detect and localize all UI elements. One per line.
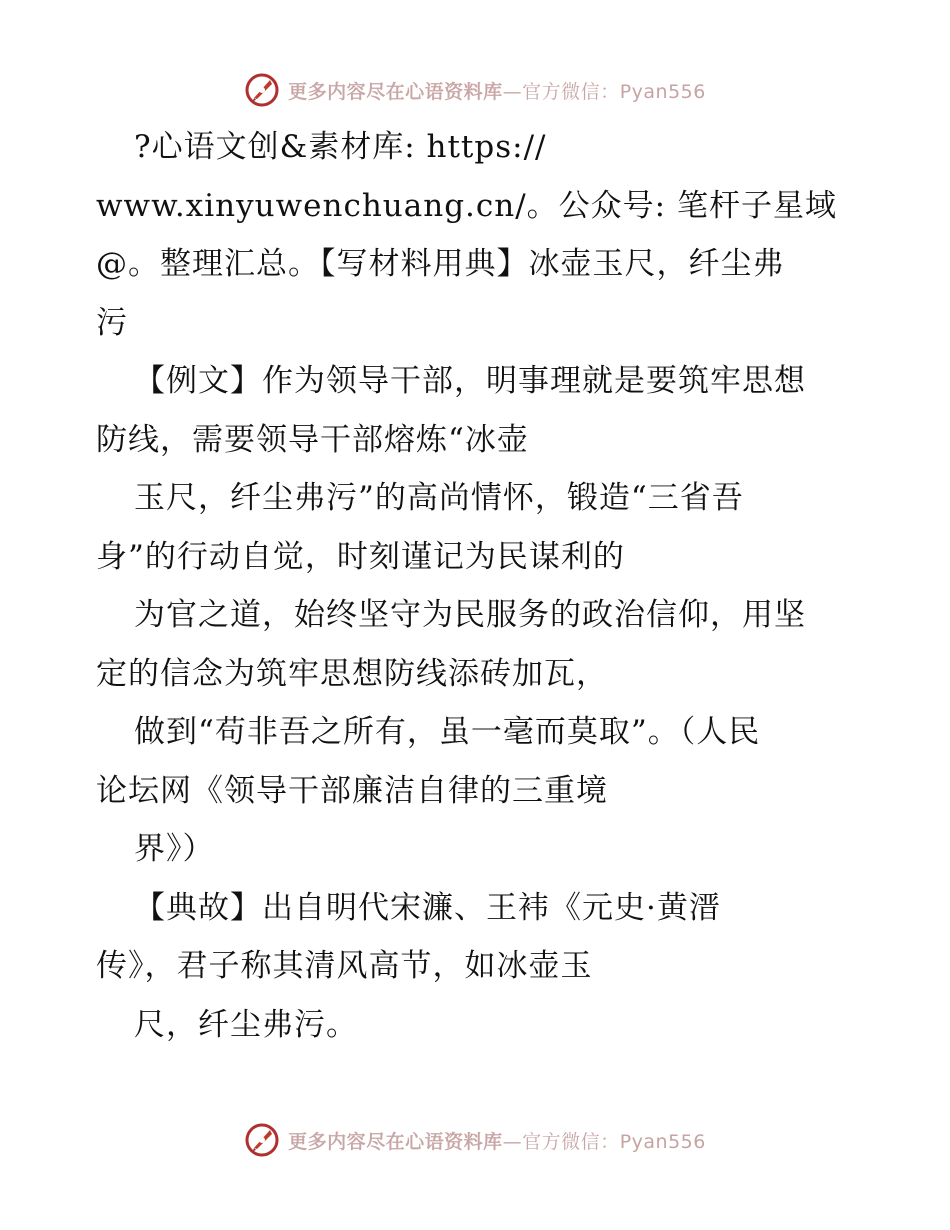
text-line: 身”的行动自觉，时刻谨记为民谋利的 xyxy=(96,538,625,575)
watermark-wechat-id: Pyan556 xyxy=(619,80,706,103)
watermark-separator: — xyxy=(502,80,523,103)
document-body xyxy=(96,118,866,1054)
quill-pen-logo-icon xyxy=(244,72,280,108)
watermark-sub-text: 官方微信： xyxy=(522,80,620,103)
text-line: 【典故】出自明代宋濂、王袆《元史·黄溍 xyxy=(134,889,721,926)
text-line: 界》） xyxy=(134,831,215,867)
watermark-sub-text: 官方微信： xyxy=(522,1130,620,1153)
watermark-separator: — xyxy=(502,1130,523,1153)
text-line: 尺，纤尘弗污。 xyxy=(134,1006,358,1043)
header-watermark-banner xyxy=(0,68,950,112)
text-line: 玉尺，纤尘弗污”的高尚情怀，锻造“三省吾 xyxy=(134,480,744,516)
text-line: 论坛网《领导干部廉洁自律的三重境 xyxy=(96,772,608,809)
text-line: 定的信念为筑牢思想防线添砖加瓦， xyxy=(96,655,608,692)
watermark-wechat-id: Pyan556 xyxy=(619,1130,706,1153)
text-line: 防线，需要领导干部熔炼“冰壶 xyxy=(96,421,529,458)
text-line: 【例文】作为领导干部，明事理就是要筑牢思想 xyxy=(134,363,806,399)
footer-watermark-banner xyxy=(0,1118,950,1162)
text-line: 污 xyxy=(96,304,128,341)
watermark-main-text: 更多内容尽在心语资料库 xyxy=(288,80,503,103)
text-line: 为官之道，始终坚守为民服务的政治信仰，用坚 xyxy=(134,597,806,633)
text-line: www.xinyuwenchuang.cn/。公众号: 笔杆子星域 xyxy=(96,187,837,224)
watermark-text xyxy=(288,1127,706,1154)
text-line: @。整理汇总。【写材料用典】冰壶玉尺，纤尘弗 xyxy=(96,246,785,282)
watermark-main-text: 更多内容尽在心语资料库 xyxy=(288,1130,503,1153)
text-line: 传》，君子称其清风高节，如冰壶玉 xyxy=(96,948,593,984)
text-line: 做到“苟非吾之所有，虽一毫而莫取”。（人民 xyxy=(134,714,761,750)
watermark-text xyxy=(288,77,706,104)
text-line: ?心语文创&素材库: https:// xyxy=(134,129,547,165)
quill-pen-logo-icon xyxy=(244,1122,280,1158)
